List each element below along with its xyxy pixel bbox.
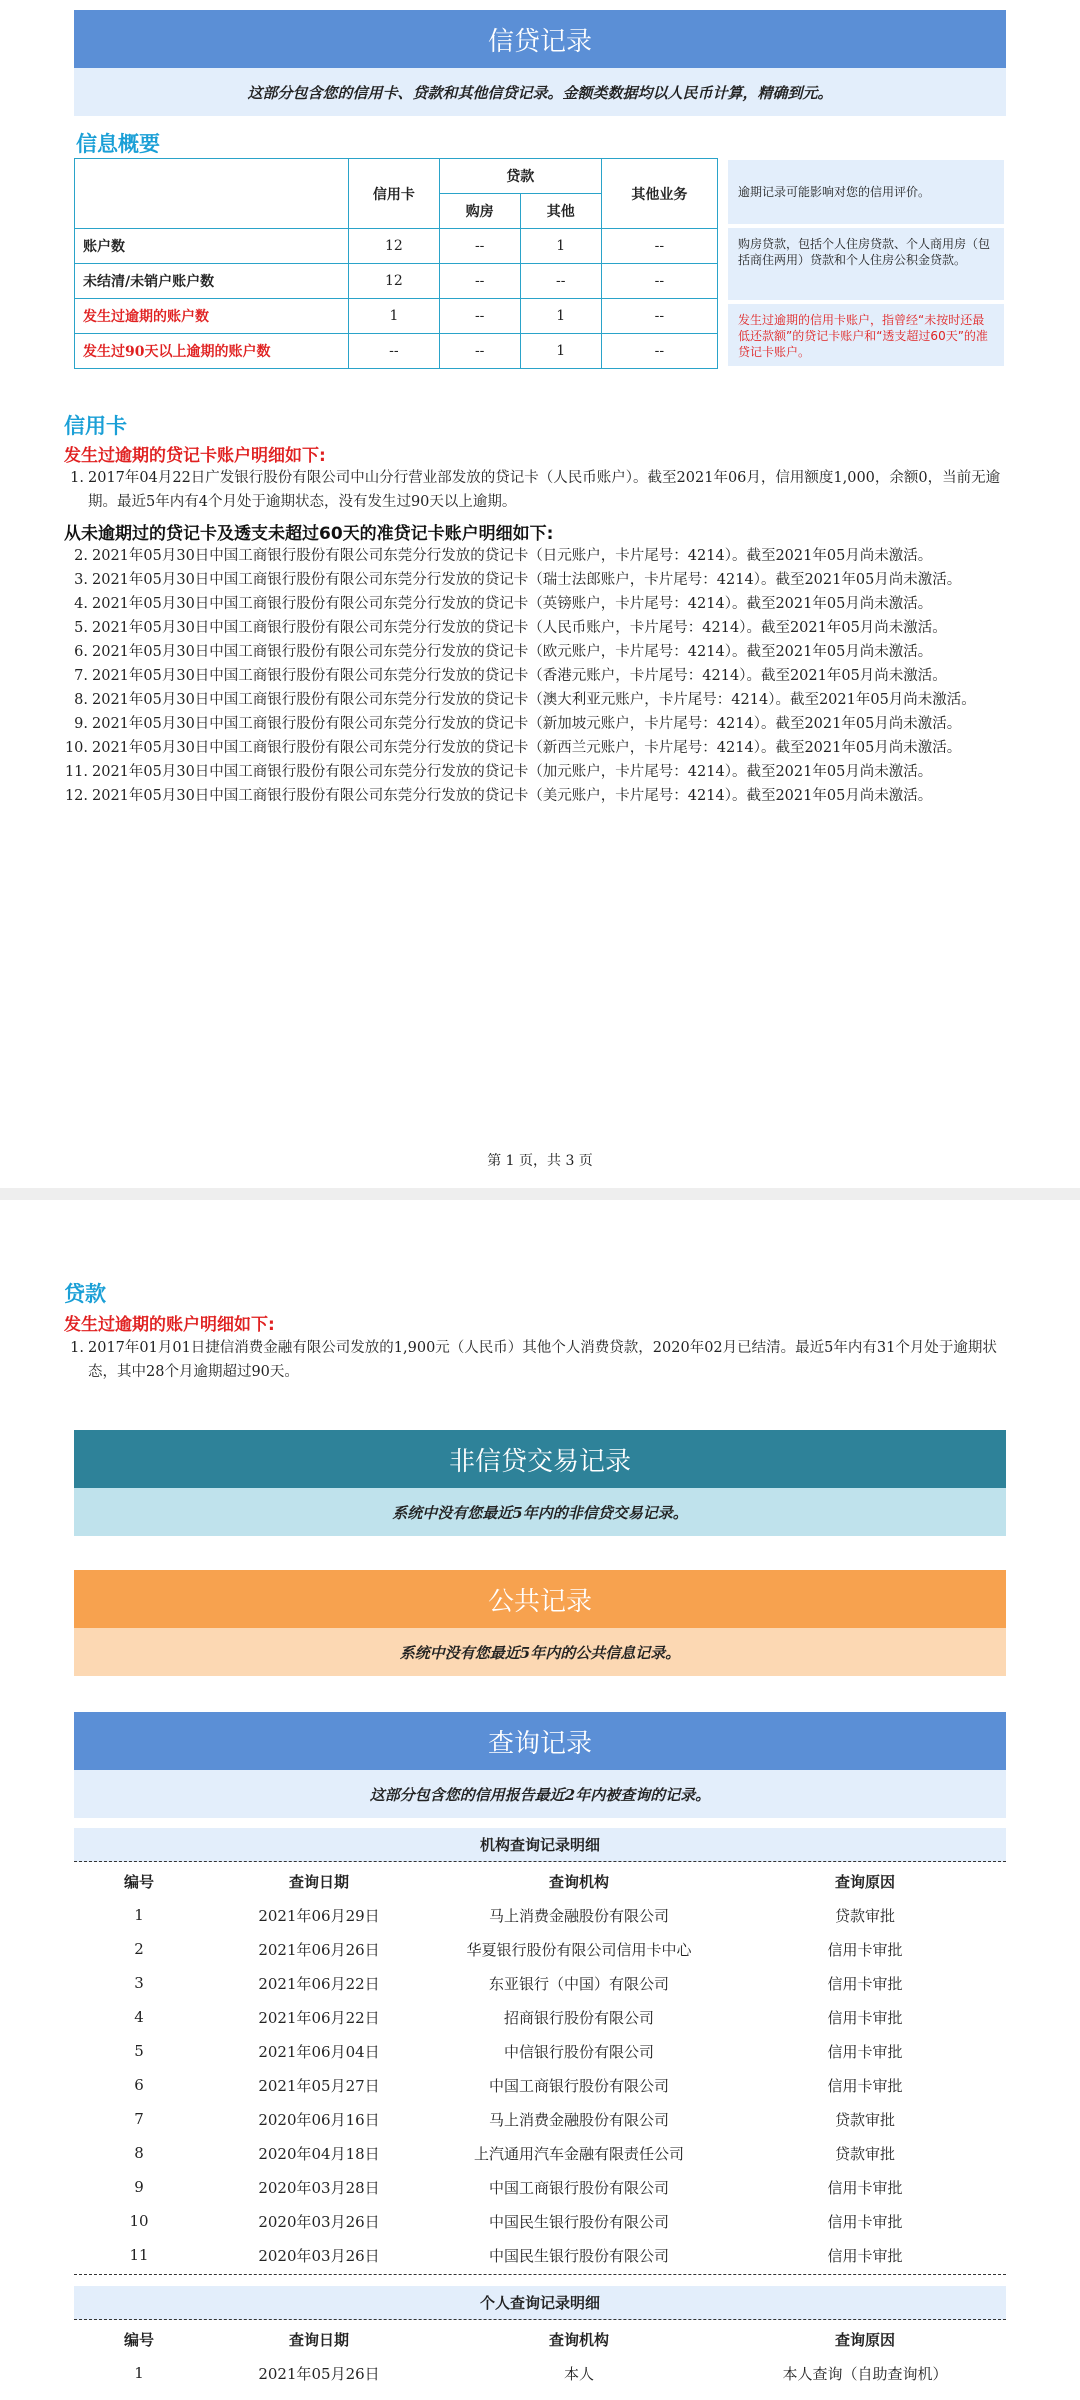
list-item	[60, 544, 1004, 568]
list-item	[60, 664, 1004, 688]
item-text: 2021年05月30日中国工商银行股份有限公司东莞分行发放的贷记卡（澳大利亚元账户，卡片尾号：4214）。截至2021年05月尚未激活。	[92, 692, 976, 708]
list-item	[64, 1336, 1004, 1384]
table-row	[74, 2102, 1006, 2136]
summary-row	[75, 334, 718, 369]
summary-table	[74, 158, 718, 369]
table-row	[74, 2000, 1006, 2034]
cell-card: 12	[349, 229, 440, 264]
cell-org: 本人	[563, 2364, 594, 2383]
cell-reason: 贷款审批	[834, 2110, 895, 2129]
query-banner: 查询记录	[74, 1712, 1006, 1770]
cell-reason: 本人查询（自助查询机）	[782, 2364, 948, 2383]
item-text: 2021年05月30日中国工商银行股份有限公司东莞分行发放的贷记卡（日元账户，卡片尾号：4214）。截至2021年05月尚未激活。	[92, 548, 933, 564]
item-number: 5.	[74, 620, 88, 636]
note-overdue-impact: 逾期记录可能影响对您的信用评价。	[728, 160, 1004, 224]
cell-number: 5	[134, 2042, 144, 2060]
cell-org: 中信银行股份有限公司	[503, 2042, 654, 2061]
header-loan: 贷款	[439, 159, 601, 194]
row-label: 账户数	[75, 229, 349, 264]
item-text: 2021年05月30日中国工商银行股份有限公司东莞分行发放的贷记卡（香港元账户，卡片尾号：4214）。截至2021年05月尚未激活。	[92, 668, 947, 684]
cell-number: 10	[129, 2212, 149, 2230]
cell-date: 2021年06月22日	[258, 2008, 380, 2027]
list-item	[60, 640, 1004, 664]
summary-row	[75, 229, 718, 264]
table-row	[74, 1898, 1006, 1932]
cell-biz: --	[601, 264, 717, 299]
item-text: 2021年05月30日中国工商银行股份有限公司东莞分行发放的贷记卡（瑞士法郎账户，卡片尾号：4214）。截至2021年05月尚未激活。	[92, 572, 962, 588]
cell-date: 2021年05月26日	[258, 2364, 380, 2383]
table-row	[74, 2356, 1006, 2390]
cell-number: 3	[134, 1974, 144, 1992]
credit-records-subtitle: 这部分包含您的信用卡、贷款和其他信贷记录。金额类数据均以人民币计算，精确到元。	[74, 68, 1006, 116]
overview-title: 信息概要	[76, 132, 160, 156]
cell-other: 1	[520, 229, 601, 264]
cell-reason: 信用卡审批	[827, 1940, 903, 1959]
cell-reason: 贷款审批	[834, 1906, 895, 1925]
item-number: 8.	[74, 692, 88, 708]
col-header-reason: 查询原因	[834, 2330, 895, 2349]
list-item	[60, 784, 1004, 808]
item-text: 2021年05月30日中国工商银行股份有限公司东莞分行发放的贷记卡（欧元账户，卡片尾号：4214）。截至2021年05月尚未激活。	[92, 644, 933, 660]
cell-house: --	[439, 299, 520, 334]
summary-corner	[75, 159, 349, 229]
item-number: 11.	[64, 764, 88, 780]
card-overdue-list	[64, 466, 1004, 514]
cell-org: 上汽通用汽车金融有限责任公司	[473, 2144, 684, 2163]
item-number: 12.	[64, 788, 88, 804]
cell-other: --	[520, 264, 601, 299]
cell-number: 7	[134, 2110, 144, 2128]
item-number: 10.	[64, 740, 88, 756]
cell-number: 9	[134, 2178, 144, 2196]
cell-reason: 信用卡审批	[827, 2246, 903, 2265]
table-row	[74, 2034, 1006, 2068]
cell-number: 11	[129, 2246, 149, 2264]
cell-other: 1	[520, 334, 601, 369]
public-banner: 公共记录	[74, 1570, 1006, 1628]
header-card: 信用卡	[349, 159, 440, 229]
table-row	[74, 2136, 1006, 2170]
cell-reason: 信用卡审批	[827, 2178, 903, 2197]
cell-biz: --	[601, 299, 717, 334]
cell-number: 1	[134, 1906, 144, 1924]
cell-org: 中国民生银行股份有限公司	[488, 2246, 669, 2265]
noncredit-banner: 非信贷交易记录	[74, 1430, 1006, 1488]
card-normal-list	[60, 544, 1004, 808]
cell-biz: --	[601, 334, 717, 369]
col-header-reason: 查询原因	[834, 1872, 895, 1891]
cell-org: 中国民生银行股份有限公司	[488, 2212, 669, 2231]
item-number: 4.	[74, 596, 88, 612]
cell-date: 2020年03月26日	[258, 2212, 380, 2231]
list-item	[60, 592, 1004, 616]
item-text: 2021年05月30日中国工商银行股份有限公司东莞分行发放的贷记卡（加元账户，卡片尾号：4214）。截至2021年05月尚未激活。	[92, 764, 933, 780]
cell-org: 招商银行股份有限公司	[503, 2008, 654, 2027]
cell-number: 4	[134, 2008, 144, 2026]
cell-org: 马上消费金融股份有限公司	[488, 2110, 669, 2129]
item-number: 2.	[74, 548, 88, 564]
cell-card: 12	[349, 264, 440, 299]
row-label: 发生过90天以上逾期的账户数	[75, 334, 349, 369]
item-number: 3.	[74, 572, 88, 588]
list-item	[60, 568, 1004, 592]
cell-org: 中国工商银行股份有限公司	[488, 2178, 669, 2197]
org-query-end-line	[74, 2274, 1006, 2275]
cell-date: 2021年06月26日	[258, 1940, 380, 1959]
table-row	[74, 1966, 1006, 2000]
list-item	[60, 616, 1004, 640]
cell-number: 1	[134, 2364, 144, 2382]
summary-row	[75, 264, 718, 299]
table-row	[74, 2238, 1006, 2272]
cell-house: --	[439, 229, 520, 264]
note-house-loan: 购房贷款，包括个人住房贷款、个人商用房（包括商住两用）贷款和个人住房公积金贷款。	[728, 228, 1004, 300]
table-row	[74, 2204, 1006, 2238]
cell-number: 6	[134, 2076, 144, 2094]
cell-reason: 贷款审批	[834, 2144, 895, 2163]
header-house: 购房	[439, 194, 520, 229]
cell-org: 华夏银行股份有限公司信用卡中心	[466, 1940, 692, 1959]
row-label: 发生过逾期的账户数	[75, 299, 349, 334]
item-text: 2021年05月30日中国工商银行股份有限公司东莞分行发放的贷记卡（新加坡元账户，卡片尾号：4214）。截至2021年05月尚未激活。	[92, 716, 962, 732]
cell-card: 1	[349, 299, 440, 334]
cell-org: 马上消费金融股份有限公司	[488, 1906, 669, 1925]
note-overdue-card: 发生过逾期的信用卡账户，指曾经“未按时还最低还款额”的贷记卡账户和“透支超过60天”的准贷记卡账户。	[728, 304, 1004, 366]
cell-date: 2021年06月29日	[258, 1906, 380, 1925]
cell-reason: 信用卡审批	[827, 2008, 903, 2027]
row-label: 未结清/未销户账户数	[75, 264, 349, 299]
cell-reason: 信用卡审批	[827, 2042, 903, 2061]
page-divider	[0, 1188, 1080, 1200]
list-item	[60, 688, 1004, 712]
personal-query-header	[74, 2322, 1006, 2356]
item-number: 1.	[70, 470, 84, 486]
org-query-header	[74, 1864, 1006, 1898]
list-item	[64, 466, 1004, 514]
cell-org: 东亚银行（中国）有限公司	[488, 1974, 669, 1993]
item-number: 6.	[74, 644, 88, 660]
list-item	[60, 760, 1004, 784]
header-other-biz: 其他业务	[601, 159, 717, 229]
public-subtitle: 系统中没有您最近5年内的公共信息记录。	[74, 1628, 1006, 1676]
cell-house: --	[439, 334, 520, 369]
col-header-number: 编号	[123, 2330, 154, 2349]
col-header-org: 查询机构	[548, 1872, 609, 1891]
credit-records-banner: 信贷记录	[74, 10, 1006, 68]
header-other: 其他	[520, 194, 601, 229]
cell-reason: 信用卡审批	[827, 2212, 903, 2231]
cell-date: 2021年06月22日	[258, 1974, 380, 1993]
item-text: 2021年05月30日中国工商银行股份有限公司东莞分行发放的贷记卡（人民币账户，卡片尾号：4214）。截至2021年05月尚未激活。	[92, 620, 947, 636]
item-text: 2017年04月22日广发银行股份有限公司中山分行营业部发放的贷记卡（人民币账户）。截至2021年06月，信用额度1,000，余额0，当前无逾期。最近5年内有4个月处于逾期状态，没有发生过90天以上逾期。	[88, 470, 1001, 510]
cell-reason: 信用卡审批	[827, 2076, 903, 2095]
loan-section-title: 贷款	[64, 1282, 106, 1306]
col-header-number: 编号	[123, 1872, 154, 1891]
col-header-date: 查询日期	[288, 1872, 349, 1891]
card-overdue-heading: 发生过逾期的贷记卡账户明细如下:	[64, 446, 326, 466]
list-item	[60, 712, 1004, 736]
cell-date: 2020年04月18日	[258, 2144, 380, 2163]
loan-overdue-heading: 发生过逾期的账户明细如下:	[64, 1315, 275, 1335]
cell-org: 中国工商银行股份有限公司	[488, 2076, 669, 2095]
item-text: 2021年05月30日中国工商银行股份有限公司东莞分行发放的贷记卡（英镑账户，卡片尾号：4214）。截至2021年05月尚未激活。	[92, 596, 933, 612]
cell-date: 2020年03月26日	[258, 2246, 380, 2265]
cell-date: 2020年03月28日	[258, 2178, 380, 2197]
summary-row	[75, 299, 718, 334]
table-row	[74, 2170, 1006, 2204]
card-normal-heading: 从未逾期过的贷记卡及透支未超过60天的准贷记卡账户明细如下:	[64, 524, 554, 544]
cell-house: --	[439, 264, 520, 299]
card-section-title: 信用卡	[64, 414, 127, 438]
cell-other: 1	[520, 299, 601, 334]
item-text: 2021年05月30日中国工商银行股份有限公司东莞分行发放的贷记卡（新西兰元账户，卡片尾号：4214）。截至2021年05月尚未激活。	[92, 740, 962, 756]
cell-card: --	[349, 334, 440, 369]
cell-number: 8	[134, 2144, 144, 2162]
noncredit-subtitle: 系统中没有您最近5年内的非信贷交易记录。	[74, 1488, 1006, 1536]
table-row	[74, 2068, 1006, 2102]
cell-number: 2	[134, 1940, 144, 1958]
cell-date: 2020年06月16日	[258, 2110, 380, 2129]
personal-query-title: 个人查询记录明细	[74, 2286, 1006, 2320]
loan-overdue-list	[64, 1336, 1004, 1384]
item-number: 1.	[70, 1340, 84, 1356]
org-query-title: 机构查询记录明细	[74, 1828, 1006, 1862]
col-header-org: 查询机构	[548, 2330, 609, 2349]
query-subtitle: 这部分包含您的信用报告最近2年内被查询的记录。	[74, 1770, 1006, 1818]
table-row	[74, 1932, 1006, 1966]
cell-reason: 信用卡审批	[827, 1974, 903, 1993]
item-text: 2017年01月01日捷信消费金融有限公司发放的1,900元（人民币）其他个人消费贷款，2020年02月已结清。最近5年内有31个月处于逾期状态，其中28个月逾期超过90天。	[88, 1340, 997, 1380]
item-text: 2021年05月30日中国工商银行股份有限公司东莞分行发放的贷记卡（美元账户，卡片尾号：4214）。截至2021年05月尚未激活。	[92, 788, 933, 804]
col-header-date: 查询日期	[288, 2330, 349, 2349]
item-number: 7.	[74, 668, 88, 684]
cell-date: 2021年06月04日	[258, 2042, 380, 2061]
page-number: 第 1 页，共 3 页	[487, 1153, 593, 1169]
cell-date: 2021年05月27日	[258, 2076, 380, 2095]
item-number: 9.	[74, 716, 88, 732]
list-item	[60, 736, 1004, 760]
cell-biz: --	[601, 229, 717, 264]
